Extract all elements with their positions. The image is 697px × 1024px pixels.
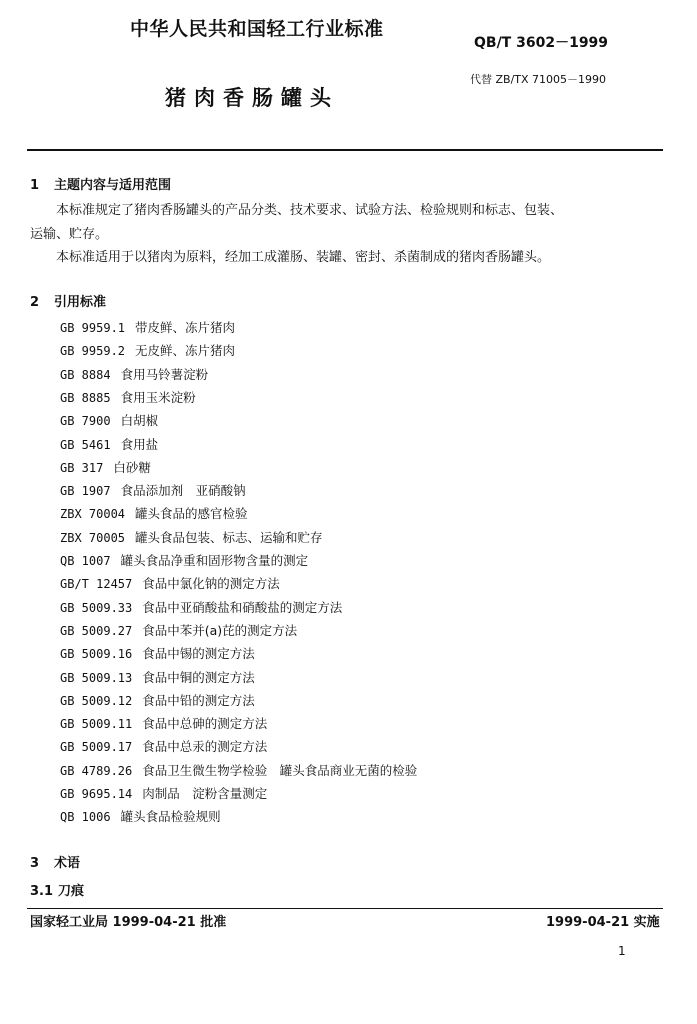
reference-item bbox=[60, 341, 235, 359]
standard-category: 中华人民共和国轻工行业标准 bbox=[130, 18, 384, 40]
reference-title: 食品中亚硝酸盐和硝酸盐的测定方法 bbox=[142, 599, 343, 615]
reference-code: GB 8884 bbox=[60, 367, 111, 382]
reference-title: 罐头食品的感官检验 bbox=[135, 506, 248, 522]
section-1-heading bbox=[30, 174, 171, 193]
reference-code: GB 5009.12 bbox=[60, 693, 133, 708]
page-number: 1 bbox=[618, 944, 626, 958]
section-number: 2 bbox=[30, 295, 40, 310]
reference-code: GB 9959.2 bbox=[60, 344, 126, 359]
reference-title: 食品中锡的测定方法 bbox=[142, 646, 255, 662]
reference-title: 食品卫生微生物学检验 罐头食品商业无菌的检验 bbox=[142, 762, 418, 778]
section-number: 1 bbox=[30, 178, 40, 193]
reference-title: 罐头食品检验规则 bbox=[120, 809, 221, 825]
reference-item bbox=[60, 504, 248, 522]
reference-title: 食用马铃薯淀粉 bbox=[120, 366, 209, 382]
reference-title: 食品中铜的测定方法 bbox=[142, 669, 255, 685]
reference-item bbox=[60, 621, 297, 639]
reference-item bbox=[60, 458, 151, 476]
reference-item bbox=[60, 481, 246, 499]
reference-code: GB 5009.16 bbox=[60, 647, 133, 662]
reference-item bbox=[60, 435, 158, 453]
reference-item bbox=[60, 365, 208, 383]
section-title: 术语 bbox=[54, 856, 81, 871]
footer-divider bbox=[27, 908, 663, 909]
effective-date: 1999-04-21 实施 bbox=[546, 915, 660, 930]
reference-code: QB 1006 bbox=[60, 810, 111, 825]
reference-code: GB 5009.11 bbox=[60, 717, 133, 732]
reference-code: GB 7900 bbox=[60, 414, 111, 429]
reference-item bbox=[60, 388, 196, 406]
reference-code: GB 5461 bbox=[60, 437, 111, 452]
reference-title: 白胡椒 bbox=[120, 413, 159, 429]
reference-item bbox=[60, 807, 221, 825]
reference-title: 食品中总砷的测定方法 bbox=[142, 716, 268, 732]
section-1-para-1-line-2: 运输、贮存。 bbox=[30, 227, 109, 242]
reference-title: 食品中苯并(a)芘的测定方法 bbox=[142, 622, 298, 638]
reference-item bbox=[60, 714, 267, 732]
reference-code: GB 5009.27 bbox=[60, 623, 133, 638]
section-title: 引用标准 bbox=[54, 295, 107, 310]
reference-title: 食品中铅的测定方法 bbox=[142, 692, 255, 708]
reference-title: 食品中氯化钠的测定方法 bbox=[142, 576, 280, 592]
approval-info: 国家轻工业局 1999-04-21 批准 bbox=[30, 915, 227, 930]
reference-title: 食品添加剂 亚硝酸钠 bbox=[120, 483, 246, 499]
reference-code: GB 5009.17 bbox=[60, 740, 133, 755]
reference-item bbox=[60, 761, 417, 779]
reference-title: 白砂糖 bbox=[113, 459, 151, 475]
reference-code: GB 9959.1 bbox=[60, 321, 126, 335]
reference-code: GB 4789.26 bbox=[60, 763, 133, 778]
reference-item bbox=[60, 691, 255, 709]
reference-title: 罐头食品净重和固形物含量的测定 bbox=[120, 553, 309, 568]
document-title: 猪肉香肠罐头 bbox=[165, 86, 339, 110]
reference-item bbox=[60, 551, 308, 569]
reference-code: ZBX 70005 bbox=[60, 530, 126, 545]
reference-item bbox=[60, 644, 255, 662]
subsection-3-1-heading bbox=[30, 880, 84, 899]
reference-code: GB 317 bbox=[60, 460, 104, 475]
reference-code: QB 1007 bbox=[60, 554, 111, 568]
reference-item bbox=[60, 318, 235, 336]
subsection-number: 3.1 bbox=[30, 884, 54, 899]
reference-title: 带皮鲜、冻片猪肉 bbox=[135, 320, 236, 335]
reference-title: 罐头食品包装、标志、运输和贮存 bbox=[135, 529, 323, 545]
reference-code: GB/T 12457 bbox=[60, 577, 133, 592]
reference-code: GB 1907 bbox=[60, 484, 111, 499]
replaces-standard: 代替 ZB/TX 71005－1990 bbox=[470, 73, 607, 86]
reference-item bbox=[60, 528, 323, 546]
section-2-heading bbox=[30, 291, 106, 310]
reference-item bbox=[60, 574, 280, 592]
section-title: 主题内容与适用范围 bbox=[54, 178, 172, 193]
reference-code: GB 8885 bbox=[60, 390, 111, 405]
standard-code: QB/T 3602－1999 bbox=[474, 35, 609, 51]
reference-title: 肉制品 淀粉含量测定 bbox=[142, 786, 268, 801]
reference-title: 食用盐 bbox=[120, 436, 159, 452]
reference-item bbox=[60, 598, 342, 616]
section-1-para-2: 本标准适用于以猪肉为原料，经加工成灌肠、装罐、密封、杀菌制成的猪肉香肠罐头。 bbox=[56, 250, 551, 265]
reference-code: ZBX 70004 bbox=[60, 507, 126, 522]
subsection-title: 刀痕 bbox=[58, 884, 85, 899]
section-1-para-1-line-1: 本标准规定了猪肉香肠罐头的产品分类、技术要求、试验方法、检验规则和标志、包装、 bbox=[56, 203, 564, 218]
section-number: 3 bbox=[30, 856, 40, 871]
reference-code: GB 5009.33 bbox=[60, 600, 133, 615]
reference-title: 无皮鲜、冻片猪肉 bbox=[135, 343, 236, 359]
reference-item bbox=[60, 411, 158, 429]
header-divider bbox=[27, 149, 663, 151]
reference-item bbox=[60, 784, 267, 802]
reference-code: GB 9695.14 bbox=[60, 787, 133, 801]
reference-code: GB 5009.13 bbox=[60, 670, 133, 685]
section-3-heading bbox=[30, 852, 80, 871]
reference-item bbox=[60, 737, 267, 755]
reference-title: 食品中总汞的测定方法 bbox=[142, 739, 268, 755]
reference-title: 食用玉米淀粉 bbox=[120, 389, 196, 405]
reference-item bbox=[60, 668, 255, 686]
